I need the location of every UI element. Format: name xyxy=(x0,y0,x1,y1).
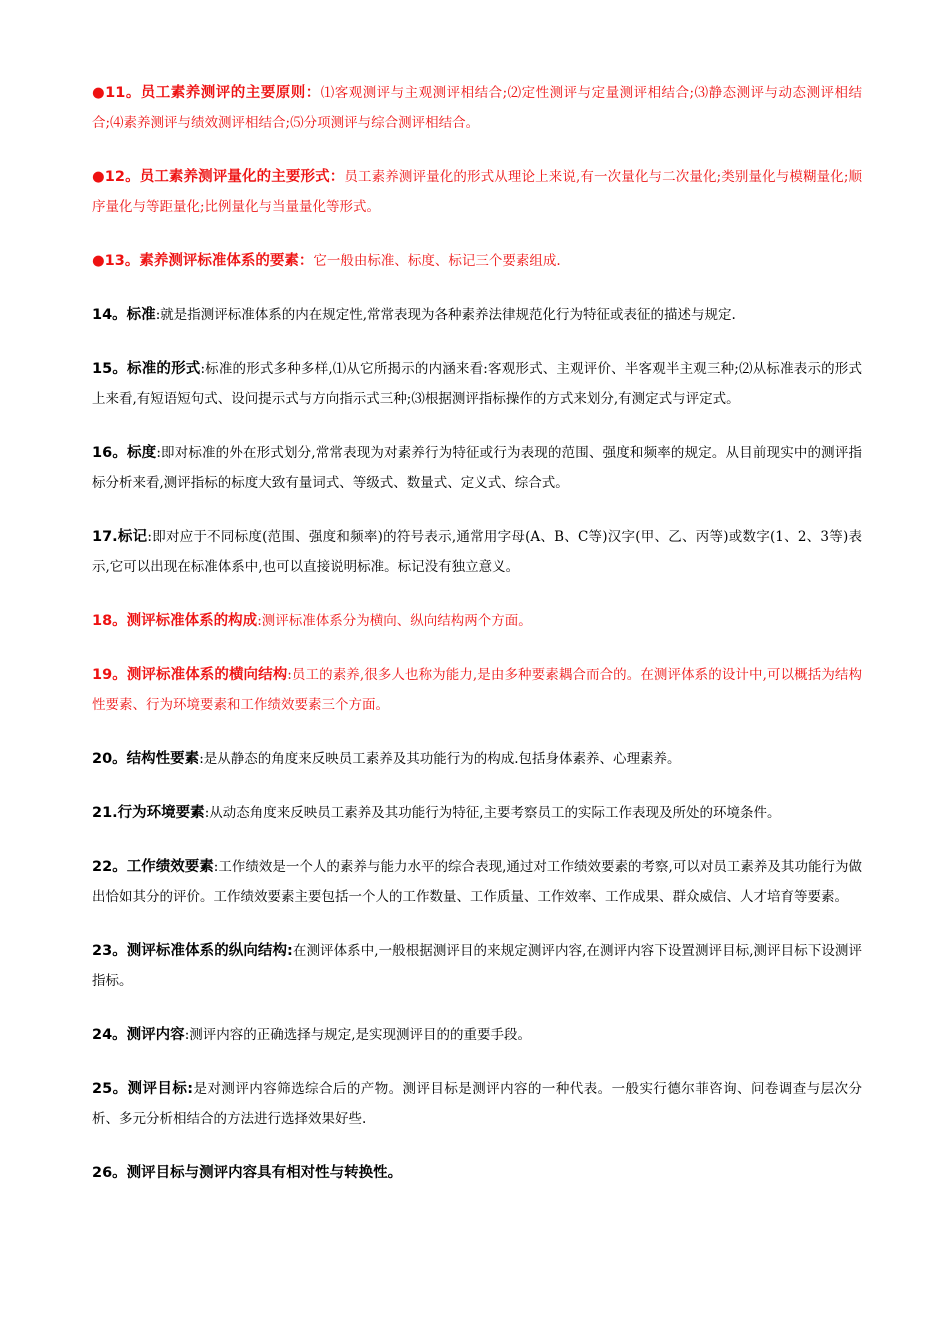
item-14 xyxy=(92,300,862,330)
item-term: 15。标准的形式 xyxy=(92,361,201,377)
item-term: 23。测评标准体系的纵向结构: xyxy=(92,943,293,959)
item-body: :从动态角度来反映员工素养及其功能行为特征,主要考察员工的实际工作表现及所处的环境条件。 xyxy=(204,805,781,821)
item-body: :工作绩效是一个人的素养与能力水平的综合表现,通过对工作绩效要素的考察,可以对员工素养及其功能行为做出恰如其分的评价。工作绩效要素主要包括一个人的工作数量、工作质量、工作效率、工作成果、群众威信、人才培育等要素。 xyxy=(92,859,862,905)
item-term: 14。标准 xyxy=(92,307,156,323)
item-body: :即对标准的外在形式划分,常常表现为对素养行为特征或行为表现的范围、强度和频率的规定。从目前现实中的测评指标分析来看,测评指标的标度大致有量词式、等级式、数量式、定义式、综合式。 xyxy=(92,445,862,491)
item-term: 19。测评标准体系的横向结构 xyxy=(92,667,288,683)
item-18 xyxy=(92,606,862,636)
item-body: :是从静态的角度来反映员工素养及其功能行为的构成.包括身体素养、心理素养。 xyxy=(199,751,681,767)
item-term: 26。测评目标与测评内容具有相对性与转换性。 xyxy=(92,1165,403,1181)
item-term: 22。工作绩效要素 xyxy=(92,859,214,875)
document-page xyxy=(92,78,862,1212)
item-15 xyxy=(92,354,862,414)
item-12 xyxy=(92,162,862,222)
item-term: ●13。素养测评标准体系的要素： xyxy=(92,253,314,269)
item-body: 它一般由标准、标度、标记三个要素组成. xyxy=(313,253,561,269)
item-22 xyxy=(92,852,862,912)
item-term: 21.行为环境要素 xyxy=(92,805,205,821)
item-term: 20。结构性要素 xyxy=(92,751,200,767)
item-body: :测评内容的正确选择与规定,是实现测评目的的重要手段。 xyxy=(184,1027,532,1043)
item-19 xyxy=(92,660,862,720)
item-16 xyxy=(92,438,862,498)
item-25 xyxy=(92,1074,862,1134)
item-body: :员工的素养,很多人也称为能力,是由多种要素耦合而合的。在测评体系的设计中,可以概括为结构性要素、行为环境要素和工作绩效要素三个方面。 xyxy=(92,667,862,713)
item-11 xyxy=(92,78,862,138)
item-body: 在测评体系中,一般根据测评目的来规定测评内容,在测评内容下设置测评目标,测评目标下设测评指标。 xyxy=(92,943,862,989)
item-17 xyxy=(92,522,862,582)
item-13 xyxy=(92,246,862,276)
item-term: 25。测评目标: xyxy=(92,1081,194,1097)
item-term: ●11。员工素养测评的主要原则： xyxy=(92,85,321,101)
item-23 xyxy=(92,936,862,996)
item-term: 24。测评内容 xyxy=(92,1027,185,1043)
item-body: :测评标准体系分为横向、纵向结构两个方面。 xyxy=(257,613,532,629)
item-body: 员工素养测评量化的形式从理论上来说,有一次量化与二次量化;类别量化与模糊量化;顺序量化与等距量化;比例量化与当量量化等形式。 xyxy=(92,169,862,215)
item-body: 是对测评内容筛选综合后的产物。测评目标是测评内容的一种代表。一般实行德尔菲咨询、问卷调查与层次分析、多元分析相结合的方法进行选择效果好些. xyxy=(92,1081,862,1127)
item-24 xyxy=(92,1020,862,1050)
item-term: 16。标度 xyxy=(92,445,157,461)
item-term: 18。测评标准体系的构成 xyxy=(92,613,258,629)
item-26 xyxy=(92,1158,862,1188)
item-body: :就是指测评标准体系的内在规定性,常常表现为各种素养法律规范化行为特征或表征的描述与规定. xyxy=(155,307,736,323)
item-20 xyxy=(92,744,862,774)
item-body: ⑴客观测评与主观测评相结合;⑵定性测评与定量测评相结合;⑶静态测评与动态测评相结合;⑷素养测评与绩效测评相结合;⑸分项测评与综合测评相结合。 xyxy=(92,85,862,131)
item-body: :即对应于不同标度(范围、强度和频率)的符号表示,通常用字母(A、B、C等)汉字(甲、乙、丙等)或数字(1、2、3等)表示,它可以出现在标准体系中,也可以直接说明标准。标记没有独立意义。 xyxy=(92,529,862,575)
item-21 xyxy=(92,798,862,828)
item-term: 17.标记 xyxy=(92,529,148,545)
item-body: :标准的形式多种多样,⑴从它所揭示的内涵来看:客观形式、主观评价、半客观半主观三种;⑵从标准表示的形式上来看,有短语短句式、设问提示式与方向指示式三种;⑶根据测评指标操作的方式来划分,有测定式与评定式。 xyxy=(92,361,862,407)
item-term: ●12。员工素养测评量化的主要形式： xyxy=(92,169,345,185)
